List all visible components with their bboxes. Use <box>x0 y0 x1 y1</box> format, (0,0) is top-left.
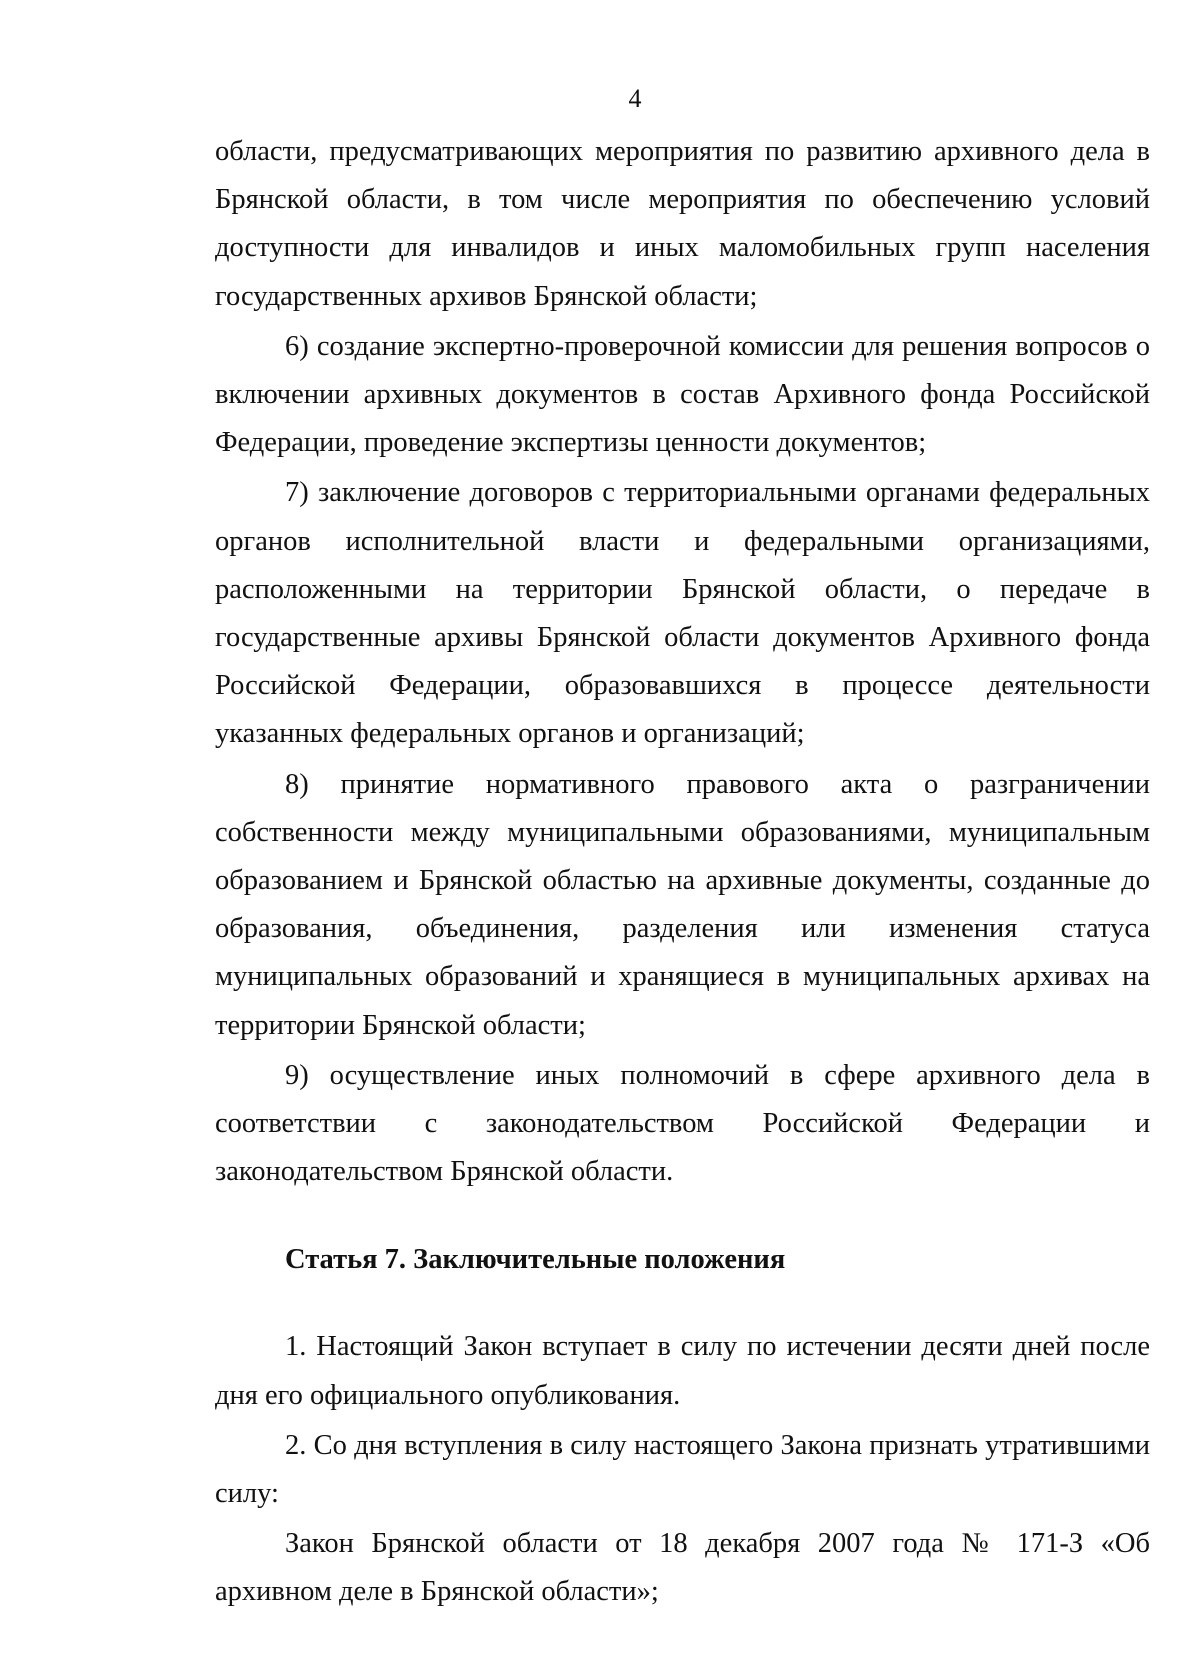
page-number: 4 <box>628 84 642 113</box>
paragraph-clause-2: 2. Со дня вступления в силу настоящего Закона признать утратившими силу: <box>215 1429 1150 1510</box>
paragraph-item-7: 7) заключение договоров с территориальными органами федеральных органов исполнительной власти и федеральными организациями, расположенными на территории Брянской области, о передаче в государственные архивы Брянской области документов Архивного фонда Российской Федерации, образовавшихся в процессе деятельности указанных федеральных органов и организаций; <box>215 477 1150 750</box>
paragraph-item-6: 6) создание экспертно-проверочной комиссии для решения вопросов о включении архивных документов в состав Архивного фонда Российской Федерации, проведение экспертизы ценности документов; <box>215 330 1150 459</box>
paragraph-item-8: 8) принятие нормативного правового акта о разграничении собственности между муниципальными образованиями, муниципальным образованием и Брянской областью на архивные документы, созданные до образования, объединения, разделения или изменения статуса муниципальных образований и хранящиеся в муниципальных архивах на территории Брянской области; <box>215 768 1150 1041</box>
article-heading: Статья 7. Заключительные положения <box>285 1244 786 1276</box>
paragraph-item-9: 9) осуществление иных полномочий в сфере архивного дела в соответствии с законодательством Российской Федерации и законодательством Брянской области. <box>215 1059 1150 1188</box>
paragraph-law-reference: Закон Брянской области от 18 декабря 2007 года № 171-З «Об архивном деле в Брянской области»; <box>215 1528 1150 1608</box>
paragraph-continuation: области, предусматривающих мероприятия по развитию архивного дела в Брянской области, в том числе мероприятия по обеспечению условий доступности для инвалидов и иных маломобильных групп населения государственных архивов Брянской области; <box>215 136 1150 312</box>
document-body <box>215 128 1150 1617</box>
paragraph-clause-1: 1. Настоящий Закон вступает в силу по истечении десяти дней после дня его официального опубликования. <box>215 1331 1150 1411</box>
